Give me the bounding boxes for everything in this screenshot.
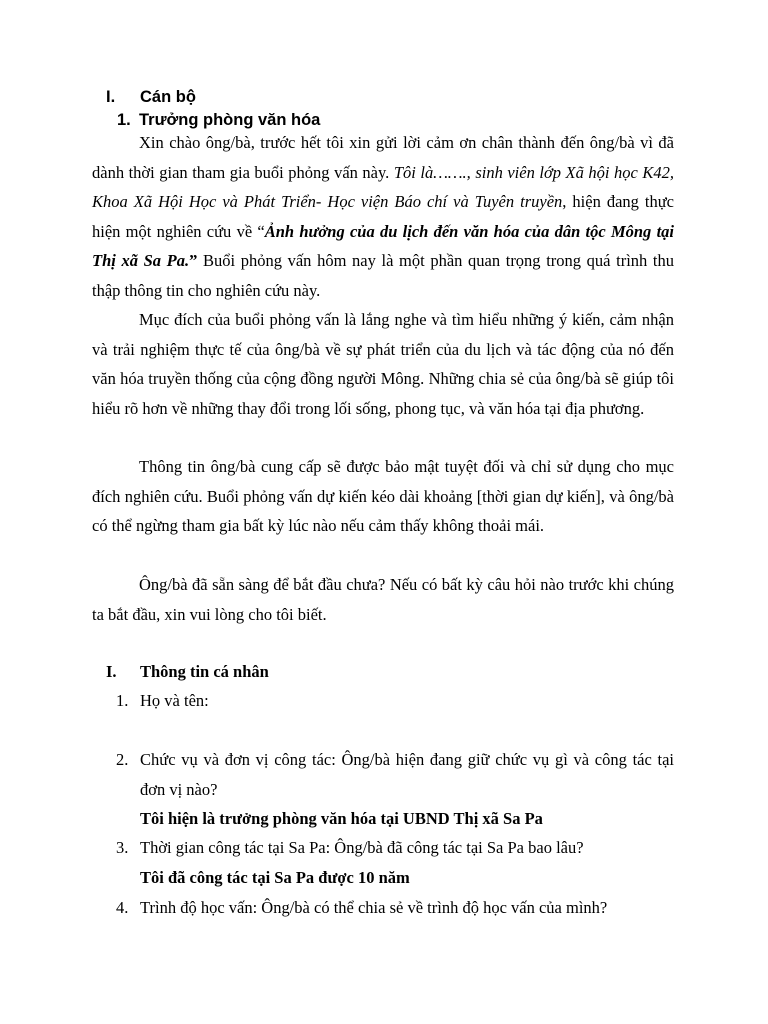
section-title: Thông tin cá nhân [140, 662, 269, 681]
section-number: I. [106, 662, 117, 681]
item-question: Thời gian công tác tại Sa Pa: Ông/bà đã công tác tại Sa Pa bao lâu? [140, 838, 584, 857]
list-item [116, 833, 674, 863]
subsection-number: 1. [117, 111, 131, 129]
item-question: Họ và tên: [140, 691, 209, 710]
item-answer: Tôi đã công tác tại Sa Pa được 10 năm [140, 868, 410, 887]
item-answer: Tôi hiện là trưởng phòng văn hóa tại UBND Thị xã Sa Pa [140, 809, 543, 828]
list-item [116, 893, 674, 923]
intro-text-3: Buổi phỏng vấn hôm nay là một phần quan trọng trong quá trình thu thập thông tin cho nghiên cứu này. [92, 251, 674, 300]
item-number: 2. [116, 750, 129, 769]
research-title-quote: ” [189, 251, 198, 270]
intro-paragraph-2: Mục đích của buổi phỏng vấn là lắng nghe và tìm hiểu những ý kiến, cảm nhận và trải nghiệm thực tế của ông/bà về sự phát triển của du lịch và tác động của nó đến văn hóa truyền thống của cộng đồng người Mông. Những chia sẻ của ông/bà sẽ giúp tôi hiểu rõ hơn về những thay đổi trong lối sống, phong tục, và văn hóa tại địa phương. [92, 310, 674, 418]
subsection-title: Trưởng phòng văn hóa [139, 111, 321, 129]
item-question: Trình độ học vấn: Ông/bà có thể chia sẻ về trình độ học vấn của mình? [140, 898, 608, 917]
intro-paragraph-1 [92, 128, 674, 305]
section-heading-can-bo [106, 86, 196, 108]
intro-paragraph-4: Ông/bà đã sẵn sàng để bắt đầu chưa? Nếu có bất kỳ câu hỏi nào trước khi chúng ta bắt đầu, xin vui lòng cho tôi biết. [92, 575, 674, 624]
intro-paragraph-3: Thông tin ông/bà cung cấp sẽ được bảo mật tuyệt đối và chỉ sử dụng cho mục đích nghiên cứu. Buổi phỏng vấn dự kiến kéo dài khoảng [thời gian dự kiến], và ông/bà có thể ngừng tham gia bất kỳ lúc nào nếu cảm thấy không thoải mái. [92, 457, 674, 535]
item-question: Chức vụ và đơn vị công tác: Ông/bà hiện đang giữ chức vụ gì và công tác tại đơn vị nào? [140, 750, 674, 799]
intro-text-2: , hiện đang thực hiện một nghiên cứu về “ [92, 192, 674, 241]
research-title: Ảnh hưởng của du lịch đến văn hóa của dân tộc Mông tại Thị xã Sa Pa. [92, 221, 674, 270]
item-number: 3. [116, 838, 129, 857]
list-item [116, 745, 674, 804]
intro-italic-text: Tôi là……., sinh viên lớp Xã hội học K42, Khoa Xã Hội Học và Phát Triển- Học viện Báo chí và Tuyên truyền [92, 162, 674, 211]
section-title: Cán bộ [140, 88, 196, 106]
section-number: I. [106, 88, 116, 106]
item-number: 1. [116, 691, 129, 710]
list-item [116, 686, 674, 716]
section-heading-personal-info [106, 657, 269, 687]
intro-text-1: Xin chào ông/bà, trước hết tôi xin gửi lời cảm ơn chân thành đến ông/bà vì đã dành thời gian tham gia buổi phỏng vấn này. [92, 133, 674, 182]
item-number: 4. [116, 898, 129, 917]
